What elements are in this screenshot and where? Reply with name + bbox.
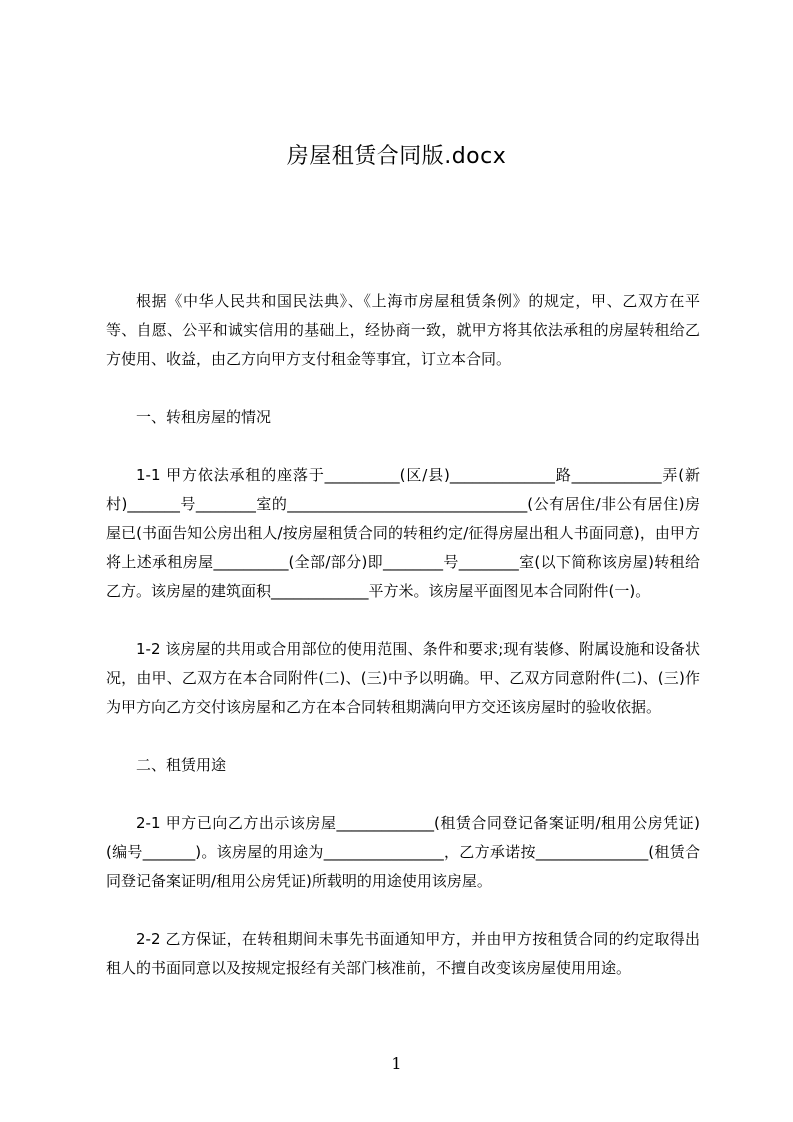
document-body xyxy=(106,287,700,1012)
document-title: 房屋租赁合同版.docx xyxy=(286,144,507,169)
section-heading-lease-purpose: 二、租赁用途 xyxy=(136,756,227,774)
page-number: 1 xyxy=(391,1054,402,1073)
clause-2-2: 2-2 乙方保证，在转租期间未事先书面通知甲方，并由甲方按租赁合同的约定取得出租人的书面同意以及按规定报经有关部门核准前，不擅自改变该房屋使用用途。 xyxy=(106,930,700,977)
clause-2-1: 2-1 甲方已向乙方出示该房屋_____________(租赁合同登记备案证明/租用公房凭证)(编号_______)。该房屋的用途为________________，乙方承诺按_______________(租赁合同登记备案证明/租用公房凭证)所载明的用途使用该房屋。 xyxy=(106,814,700,890)
intro-paragraph: 根据《中华人民共和国民法典》、《上海市房屋租赁条例》的规定，甲、乙双方在平等、自愿、公平和诚实信用的基础上，经协商一致，就甲方将其依法承租的房屋转租给乙方使用、收益，由乙方向甲方支付租金等事宜，订立本合同。 xyxy=(106,292,700,368)
clause-1-2: 1-2 该房屋的共用或合用部位的使用范围、条件和要求;现有装修、附属设施和设备状况，由甲、乙双方在本合同附件(二)、(三)中予以明确。甲、乙双方同意附件(二)、(三)作为甲方向乙方交付该房屋和乙方在本合同转租期满向甲方交还该房屋时的验收依据。 xyxy=(106,640,700,716)
section-heading-sublease-property: 一、转租房屋的情况 xyxy=(136,408,272,426)
clause-1-1: 1-1 甲方依法承租的座落于__________(区/县)______________路____________弄(新村)_______号________室的________________________________(公有居住/非公有居住)房屋已(书面告知公房出租人/按房屋租赁合同的转租约定/征得房屋出租人书面同意)，由甲方将上述承租房屋__________(全部/部分)即________号________室(以下简称该房屋)转租给乙方。该房屋的建筑面积_____________平方米。该房屋平面图见本合同附件(一)。 xyxy=(106,466,700,600)
